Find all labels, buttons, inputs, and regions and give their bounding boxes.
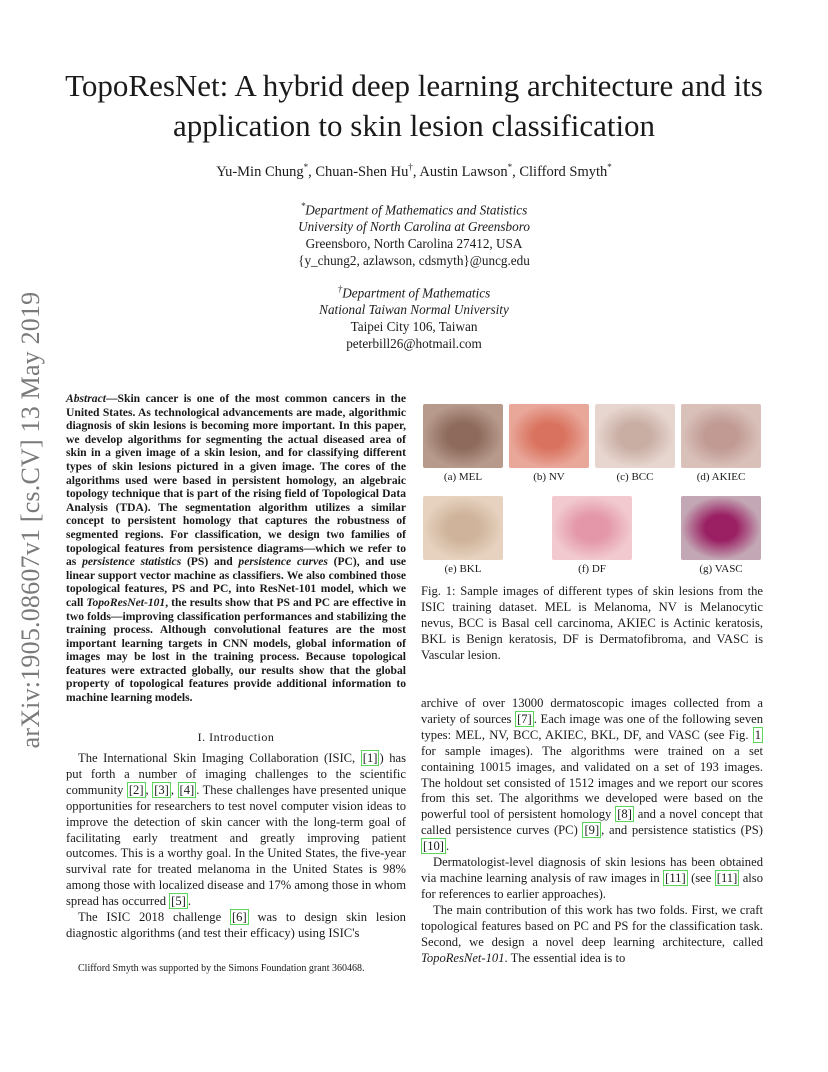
arxiv-id: arXiv:1905.08607v1 [cs.CV] 13 May 2019 (16, 291, 45, 749)
author: Austin Lawson (419, 163, 508, 180)
abstract: Abstract—Skin cancer is one of the most common cancers in the United States. As technological advancements are made, algorithmic diagnosis of skin lesions is becoming more important. In this paper, we develop algorithms for segmenting the actual diseased area of skin in a given image of a skin lesion, and for classifying different types of skin lesions pictured in a given image. The cores of the algorithms used were based in persistent homology, an algebraic topology technique that is part of the rising field of Topological Data Analysis (TDA). The segmentation algorithm utilizes a similar concept to persistent homology that captures the robustness of segmented regions. For classification, we design two families of topological features from persistence diagrams—which we refer to as persistence statistics (PS) and persistence curves (PC), and use linear support vector machine as classifiers. We also combined those topological features, PS and PC, into ResNet-101 model, which we call TopoResNet-101, the results show that PS and PC are effective in two folds—improving classification performances and stabilizing the training process. Although convolutional features are the most important learning targets in CNN models, global information of images may be lost in the training process. Because topological features were extracted globally, our results show that the global property of topological features provide additional information to machine learning models. (66, 392, 406, 705)
citation-link[interactable]: [9] (584, 823, 600, 838)
figure-caption: Fig. 1: Sample images of different types of skin lesions from the ISIC training dataset. MEL is Melanoma, NV is Melanocytic nevus, BCC is Basal cell carcinoma, AKIEC is Actinic keratosis, BKL is Benign keratosis, DF is Dermatofibroma, and VASC is Vascular lesion. (421, 584, 763, 662)
paper-title: TopoResNet: A hybrid deep learning architecture and its application to skin lesion classification (65, 68, 763, 143)
subfig-label: (f) DF (578, 563, 606, 575)
figure-link[interactable]: 1 (754, 727, 761, 742)
citation-link[interactable]: [11] (716, 870, 738, 885)
subfig-label: (g) VASC (699, 563, 743, 575)
citation-link[interactable]: [10] (423, 839, 444, 854)
subfig-label: (a) MEL (443, 471, 483, 483)
citation-link[interactable]: [6] (231, 910, 247, 925)
arxiv-sidebar (2, 280, 60, 760)
lesion-image-bkl (423, 496, 503, 560)
citation-link[interactable]: [4] (179, 782, 195, 797)
author: Clifford Smyth (519, 163, 608, 180)
email: {y_chung2, azlawson, cdsmyth}@uncg.edu (298, 253, 530, 269)
footnote: Clifford Smyth was supported by the Simons Foundation grant 360468. (78, 963, 365, 974)
lesion-image-df (552, 496, 632, 560)
citation-link[interactable]: [1] (362, 751, 378, 765)
author: Chuan-Shen Hu (315, 163, 409, 180)
citation-link[interactable]: [8] (617, 807, 632, 822)
author: Yu-Min Chung (216, 163, 304, 180)
citation-link[interactable]: [5] (171, 894, 186, 909)
citation-link[interactable]: [3] (154, 782, 169, 797)
citation-link[interactable]: [2] (128, 782, 144, 797)
author-list: Yu-Min Chung*, Chuan-Shen Hu†, Austin Lawson*, Clifford Smyth* (216, 162, 612, 180)
section-heading: I. Introduction (197, 730, 275, 744)
email: peterbill26@hotmail.com (346, 336, 482, 352)
citation-link[interactable]: [7] (517, 711, 532, 726)
lesion-image-nv (509, 404, 589, 468)
lesion-image-bcc (595, 404, 675, 468)
affiliation-2: †Department of Mathematics National Taiwan Normal University Taipei City 106, Taiwan peterbill26@hotmail.com (60, 281, 768, 352)
affiliation-1: *Department of Mathematics and Statistics University of North Carolina at Greensboro Greensboro, North Carolina 27412, USA {y_chung2, azlawson, cdsmyth}@uncg.edu (60, 198, 768, 269)
lesion-image-mel (423, 404, 503, 468)
subfig-label: (c) BCC (616, 471, 654, 483)
subfig-label: (d) AKIEC (696, 471, 746, 483)
subfig-label: (e) BKL (444, 563, 482, 575)
left-column-text: The International Skin Imaging Collaboration (ISIC, [1] ) has put forth a number of imaging challenges to the scientific community [2] , [3] , [4] . These challenges have presented unique opportunities for researchers to test novel computer vision ideas to improve the detection of skin cancer with the long-term goal of facilitating early treatment and greatly improving patient outcomes. This is a worthy goal. In the United States, the five-year survival rate for treated melanoma in the United States is 98% among those with localized disease and 17% among those in whom spread has occurred [5] . The ISIC 2018 challenge [6] was to design skin lesion diagnostic algorithms (and test their efficacy) using ISIC's (66, 751, 407, 940)
lesion-image-vasc (681, 496, 761, 560)
lesion-image-akiec (681, 404, 761, 468)
subfig-label: (b) NV (533, 471, 565, 483)
citation-link[interactable]: [11] (665, 870, 686, 885)
right-column-text: archive of over 13000 dermatoscopic images collected from a variety of sources [7] . Each image was one of the following seven types: MEL, NV, BCC, AKIEC, BKL, DF, and VASC (see Fig. 1 for sample images). The algorithms were trained on a set containing 10015 images, and validated on a set of 193 images. The holdout set consisted of 1512 images and we report our scores from this set. The algorithms we developed were based on the powerful tool of persistent homology [8] and a novel concept that called persistence curves (PC) [9] , and persistence statistics (PS) [10] . Dermatologist-level diagnosis of skin lesions has been obtained via machine learning analysis of raw images in [11] (see [11] also for references to earlier approaches). The main contribution of this work has two folds. First, we craft topological features based on PC and PS for the classification task. Second, we design a novel deep learning architecture, called TopoResNet-101. The essential idea is to (421, 696, 764, 965)
